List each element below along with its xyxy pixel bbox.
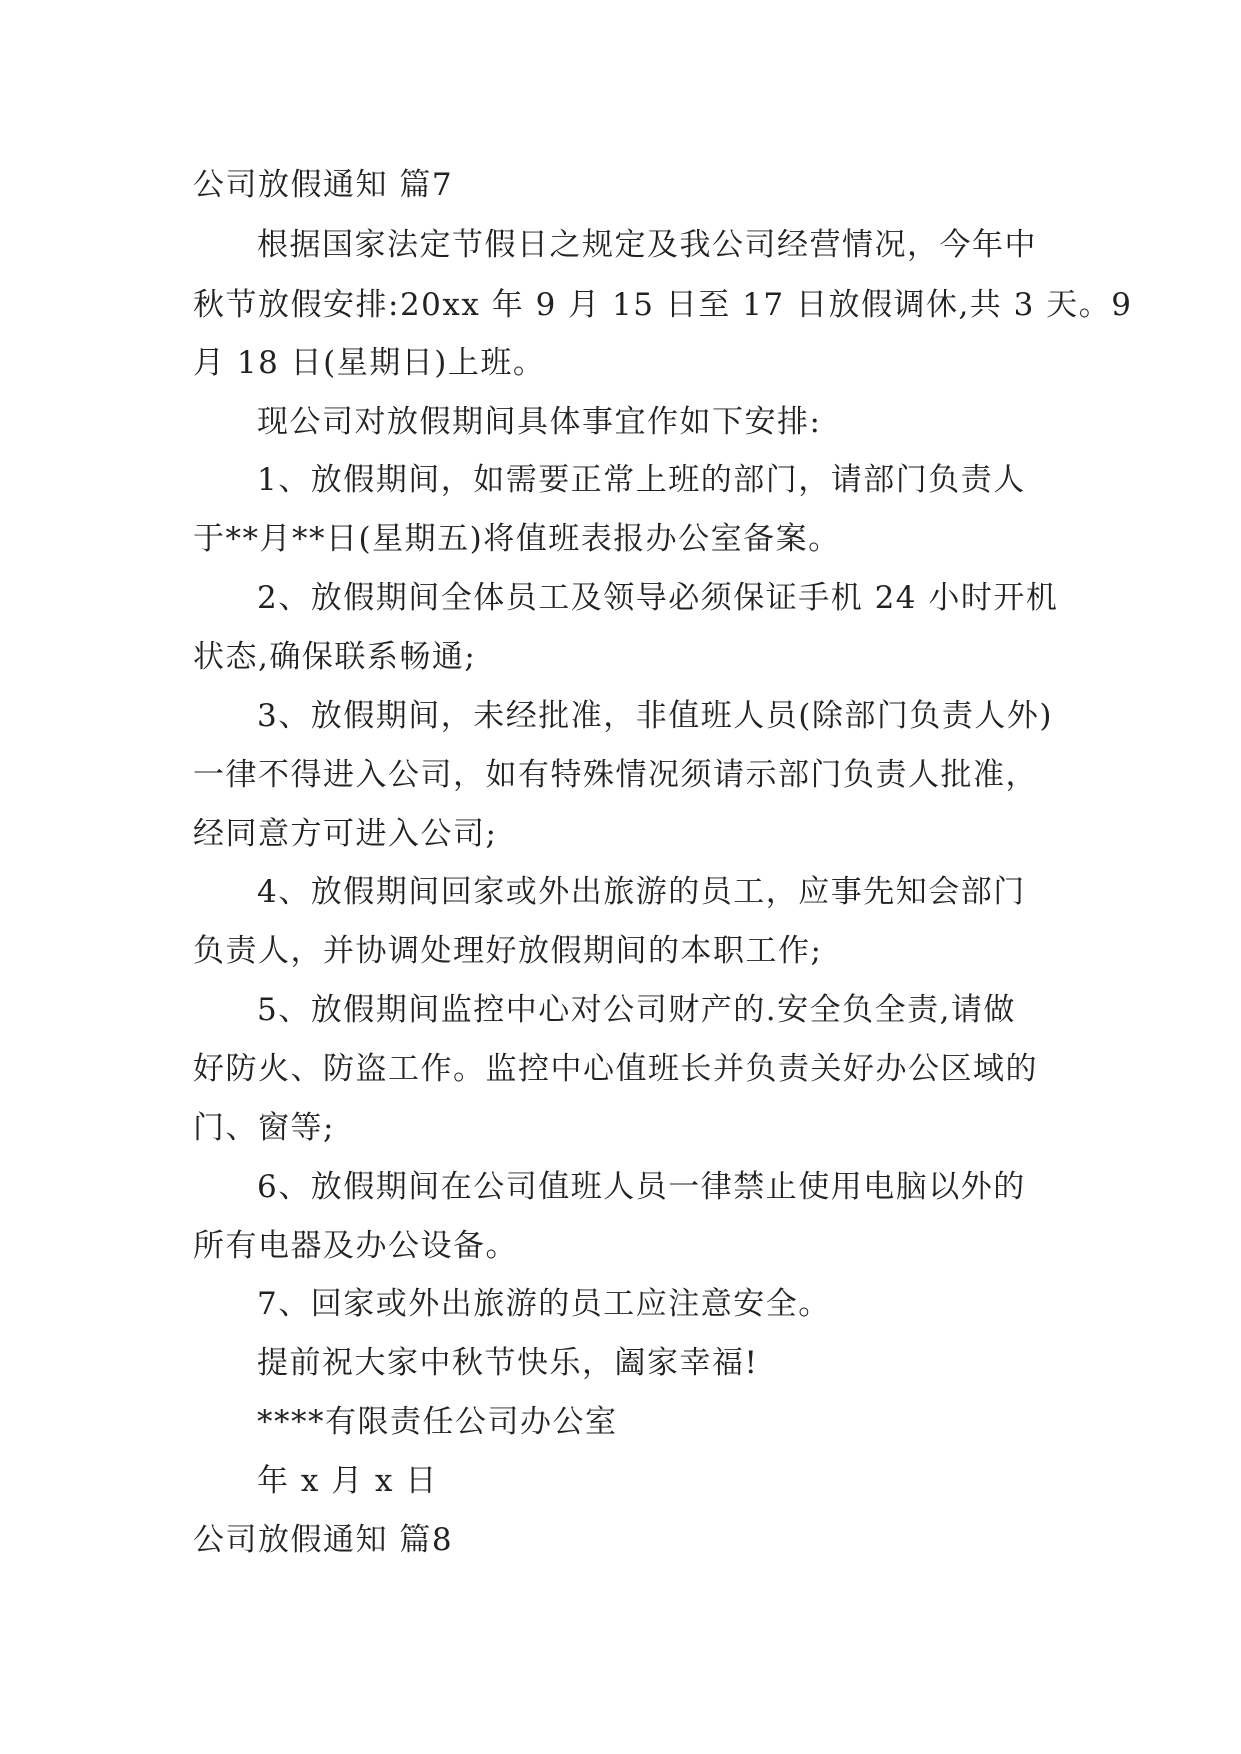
item-3-line-2: 一律不得进入公司，如有特殊情况须请示部门负责人批准， <box>193 757 1038 793</box>
item-1-line-2: 于**月**日(星期五)将值班表报办公室备案。 <box>193 521 841 557</box>
intro-paragraph-line-3: 月 18 日(星期日)上班。 <box>193 345 546 381</box>
item-6-line-1: 6、放假期间在公司值班人员一律禁止使用电脑以外的 <box>257 1169 1026 1205</box>
item-7: 7、回家或外出旅游的员工应注意安全。 <box>257 1286 831 1322</box>
item-3-line-1: 3、放假期间，未经批准，非值班人员(除部门负责人外) <box>257 698 1053 734</box>
date-line: 年 x 月 x 日 <box>257 1463 438 1499</box>
intro-paragraph-line-1: 根据国家法定节假日之规定及我公司经营情况，今年中 <box>257 227 1037 263</box>
item-2-line-1: 2、放假期间全体员工及领导必须保证手机 24 小时开机 <box>257 580 1059 616</box>
section-heading-8: 公司放假通知 篇8 <box>193 1522 454 1558</box>
item-3-line-3: 经同意方可进入公司; <box>193 816 498 852</box>
item-5-line-1: 5、放假期间监控中心对公司财产的.安全负全责,请做 <box>257 992 1016 1028</box>
intro-paragraph-line-2: 秋节放假安排:20xx 年 9 月 15 日至 17 日放假调休,共 3 天。9 <box>193 287 1133 323</box>
item-5-line-2: 好防火、防盗工作。监控中心值班长并负责关好办公区域的 <box>193 1051 1038 1087</box>
item-2-line-2: 状态,确保联系畅通; <box>193 639 477 675</box>
item-6-line-2: 所有电器及办公设备。 <box>193 1228 518 1264</box>
section-heading-7: 公司放假通知 篇7 <box>193 167 454 203</box>
greeting-line: 提前祝大家中秋节快乐，阖家幸福! <box>257 1345 759 1381</box>
item-4-line-2: 负责人，并协调处理好放假期间的本职工作; <box>193 933 823 969</box>
item-4-line-1: 4、放假期间回家或外出旅游的员工，应事先知会部门 <box>257 874 1026 910</box>
item-5-line-3: 门、窗等; <box>193 1110 335 1146</box>
arrangement-paragraph: 现公司对放假期间具体事宜作如下安排: <box>257 404 822 440</box>
item-1-line-1: 1、放假期间，如需要正常上班的部门，请部门负责人 <box>257 462 1026 498</box>
signature-line: ****有限责任公司办公室 <box>257 1404 618 1440</box>
